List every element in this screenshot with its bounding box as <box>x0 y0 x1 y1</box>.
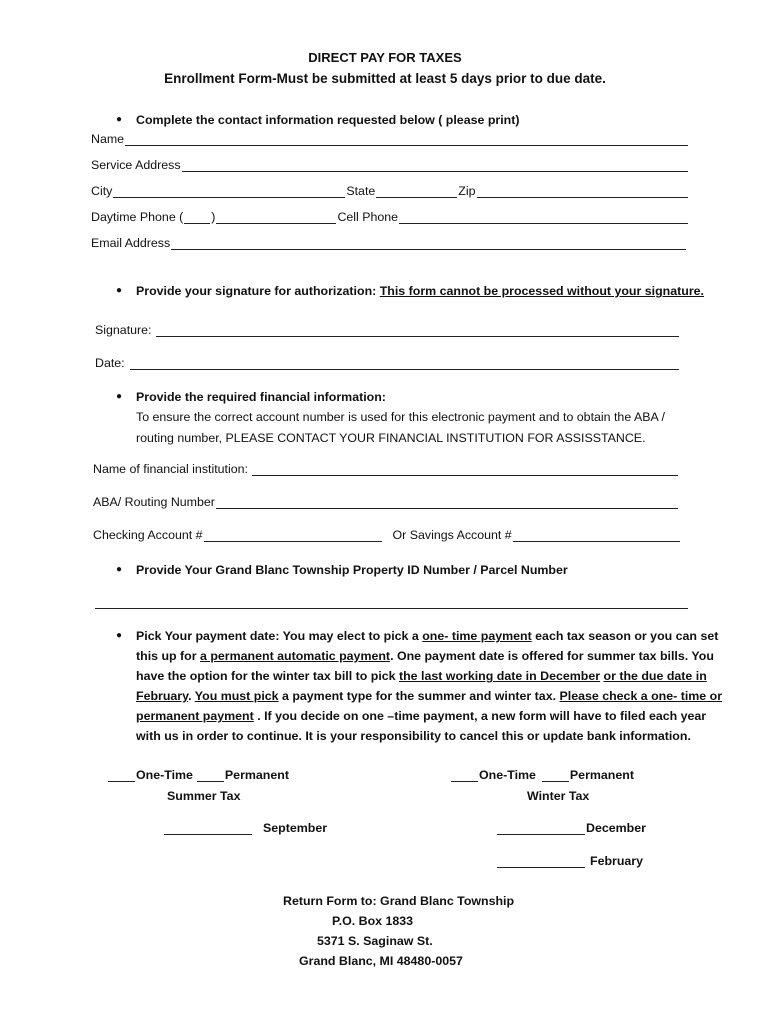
bullet-icon: ● <box>116 285 123 296</box>
email-field[interactable] <box>91 236 687 250</box>
cell-phone-line[interactable] <box>399 211 688 224</box>
institution-line[interactable] <box>252 463 678 476</box>
service-address-label: Service Address <box>91 158 181 172</box>
summer-one-time-checkbox[interactable] <box>108 769 135 782</box>
return-address-line2: P.O. Box 1833 <box>332 914 414 928</box>
city-label: City <box>91 184 113 198</box>
return-address-line4: Grand Blanc, MI 48480-0057 <box>299 954 463 968</box>
financial-institution-field[interactable] <box>93 462 679 476</box>
institution-label: Name of financial institution: <box>93 462 248 476</box>
checking-label: Checking Account # <box>93 528 203 542</box>
return-address-line3: 5371 S. Saginaw St. <box>317 934 433 948</box>
bullet-icon: ● <box>116 564 123 575</box>
phone-row <box>91 210 689 224</box>
bullet-icon: ● <box>116 391 123 402</box>
routing-label: ABA/ Routing Number <box>93 495 215 509</box>
september-label: September <box>263 821 328 835</box>
december-checkbox[interactable] <box>497 822 585 835</box>
winter-permanent-checkbox[interactable] <box>542 769 569 782</box>
signature-label: Signature: <box>95 323 152 337</box>
summer-permanent-checkbox[interactable] <box>197 769 224 782</box>
daytime-phone-close: ) <box>211 210 216 224</box>
summer-payment-options <box>107 768 289 782</box>
parcel-number-line[interactable] <box>95 608 688 609</box>
december-label: December <box>586 821 646 835</box>
winter-permanent-label: Permanent <box>569 768 634 782</box>
checking-line[interactable] <box>204 529 382 542</box>
city-state-zip-row <box>91 184 689 198</box>
form-title: DIRECT PAY FOR TAXES <box>308 50 462 65</box>
area-code-line[interactable] <box>184 211 210 224</box>
february-option <box>496 854 643 868</box>
city-line[interactable] <box>113 185 345 198</box>
date-field[interactable] <box>95 356 680 370</box>
date-label: Date: <box>95 356 125 370</box>
service-address-field[interactable] <box>91 158 689 172</box>
routing-line[interactable] <box>216 496 678 509</box>
email-line[interactable] <box>171 237 686 250</box>
financial-note-line1: To ensure the correct account number is used for this electronic payment and to obtain the ABA / <box>136 410 665 424</box>
name-line[interactable] <box>125 133 688 146</box>
summer-one-time-label: One-Time <box>136 768 193 782</box>
zip-label: Zip <box>458 184 476 198</box>
account-row <box>93 528 681 542</box>
financial-instruction: Provide the required financial information: <box>136 390 386 404</box>
bullet-icon: ● <box>116 114 123 125</box>
routing-number-field[interactable] <box>93 495 679 509</box>
savings-line[interactable] <box>513 529 680 542</box>
winter-payment-options <box>450 768 634 782</box>
contact-instruction: Complete the contact information requested below ( please print) <box>136 113 520 127</box>
email-label: Email Address <box>91 236 171 250</box>
return-address-line1: Return Form to: Grand Blanc Township <box>283 894 515 908</box>
winter-tax-label: Winter Tax <box>527 789 590 803</box>
signature-line[interactable] <box>156 324 679 337</box>
september-checkbox[interactable] <box>164 822 252 835</box>
savings-label: Or Savings Account # <box>392 528 512 542</box>
service-address-line[interactable] <box>182 159 688 172</box>
payment-instructions: Pick Your payment date: You may elect to pick a one- time payment each tax season or you can set this up for a permanent automatic payment. One payment date is offered for summer tax bills. You have the option for the winter tax bill to pick the last working date in December or the due date in February. You must pick a payment type for the summer and winter tax. Please check a one- time or permanent payment . If you decide on one –time payment, a new form will have to filed each year with us in order to continue. It is your responsibility to cancel this or update bank information. <box>136 629 723 743</box>
financial-note-line2: routing number, PLEASE CONTACT YOUR FINANCIAL INSTITUTION FOR ASSISSTANCE. <box>136 431 646 445</box>
february-label: February <box>590 854 644 868</box>
bullet-icon: ● <box>116 630 123 641</box>
state-label: State <box>346 184 376 198</box>
daytime-phone-label: Daytime Phone ( <box>91 210 184 224</box>
summer-permanent-label: Permanent <box>224 768 289 782</box>
september-option <box>163 821 327 835</box>
name-label: Name <box>91 132 125 146</box>
signature-field[interactable] <box>95 323 680 337</box>
february-checkbox[interactable] <box>497 855 585 868</box>
december-option <box>496 821 646 835</box>
winter-one-time-checkbox[interactable] <box>451 769 478 782</box>
zip-line[interactable] <box>477 185 689 198</box>
cell-phone-label: Cell Phone <box>337 210 399 224</box>
form-subtitle: Enrollment Form-Must be submitted at least 5 days prior to due date. <box>164 71 606 86</box>
name-field[interactable] <box>91 132 689 146</box>
summer-tax-label: Summer Tax <box>167 789 241 803</box>
winter-one-time-label: One-Time <box>479 768 536 782</box>
daytime-phone-line[interactable] <box>216 211 336 224</box>
parcel-instruction: Provide Your Grand Blanc Township Property ID Number / Parcel Number <box>136 563 568 577</box>
signature-instruction: Provide your signature for authorization: This form cannot be processed without your signature. <box>136 284 704 298</box>
date-line[interactable] <box>130 357 679 370</box>
state-line[interactable] <box>376 185 457 198</box>
